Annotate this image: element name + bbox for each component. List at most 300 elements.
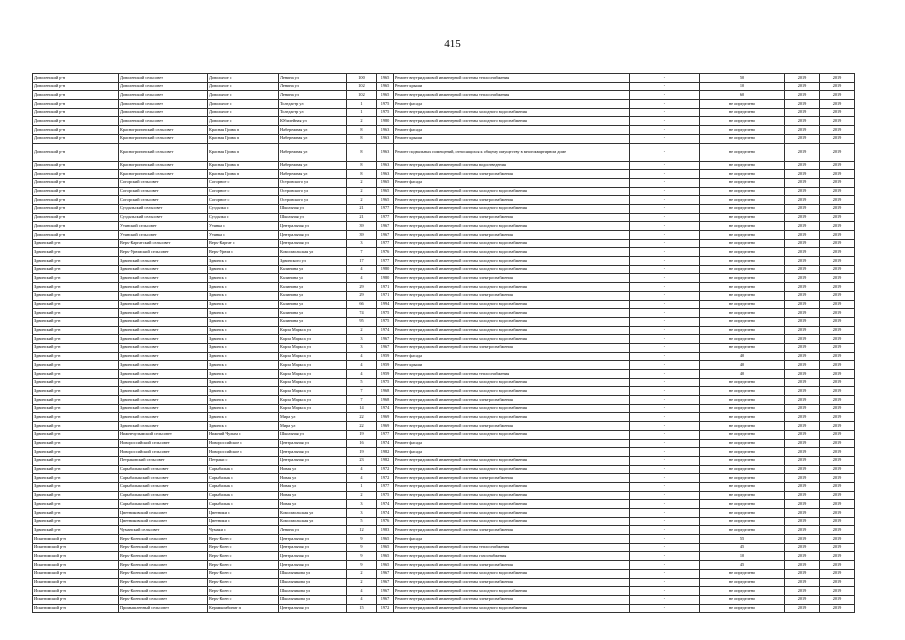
house-number-cell: 4 bbox=[347, 465, 377, 474]
street-cell: Школьникова ул bbox=[279, 569, 347, 578]
start-year-cell: 2019 bbox=[785, 500, 820, 509]
table-row bbox=[33, 91, 855, 100]
table-row bbox=[33, 456, 855, 465]
cost-cell: не определено bbox=[700, 509, 785, 518]
table-row bbox=[33, 378, 855, 387]
build-year-cell: 1977 bbox=[377, 257, 394, 266]
start-year-cell: 2019 bbox=[785, 143, 820, 161]
start-year-cell: 2019 bbox=[785, 552, 820, 561]
table-row bbox=[33, 178, 855, 187]
street-cell: Новая ул bbox=[279, 474, 347, 483]
settlement-council-cell: Доволенский сельсовет bbox=[119, 74, 208, 83]
start-year-cell: 2019 bbox=[785, 509, 820, 518]
work-type-cell: Ремонт фасада bbox=[394, 439, 630, 448]
start-year-cell: 2019 bbox=[785, 134, 820, 143]
locality-cell: Сарыбалык с bbox=[208, 500, 279, 509]
build-year-cell: 1977 bbox=[377, 239, 394, 248]
cost-cell: не определено bbox=[700, 595, 785, 604]
settlement-council-cell: Промышленный сельсовет bbox=[119, 604, 208, 613]
start-year-cell: 2019 bbox=[785, 161, 820, 170]
street-cell: Центральная ул bbox=[279, 604, 347, 613]
locality-cell: Довольное с bbox=[208, 82, 279, 91]
settlement-council-cell: Доволенский сельсовет bbox=[119, 100, 208, 109]
cost-cell: 60 bbox=[700, 91, 785, 100]
house-number-cell: 8 bbox=[347, 161, 377, 170]
street-cell: Карла Маркса ул bbox=[279, 326, 347, 335]
locality-cell: Здвинск с bbox=[208, 317, 279, 326]
cost-cell: 45 bbox=[700, 543, 785, 552]
dash-cell: - bbox=[630, 343, 700, 352]
locality-cell: Здвинск с bbox=[208, 283, 279, 292]
settlement-council-cell: Сарыбалыкский сельсовет bbox=[119, 500, 208, 509]
street-cell: Набережная ул bbox=[279, 161, 347, 170]
work-type-cell: Ремонт внутридомовой инженерной системы электроснабжения bbox=[394, 343, 630, 352]
cost-cell: не определено bbox=[700, 378, 785, 387]
cost-cell: не определено bbox=[700, 222, 785, 231]
start-year-cell: 2019 bbox=[785, 248, 820, 257]
house-number-cell: 8 bbox=[347, 134, 377, 143]
district-cell: Здвинский р-н bbox=[33, 500, 119, 509]
settlement-council-cell: Красногригинский сельсовет bbox=[119, 134, 208, 143]
build-year-cell: 1975 bbox=[377, 100, 394, 109]
work-type-cell: Ремонт внутридомовой инженерной системы теплоснабжения bbox=[394, 91, 630, 100]
locality-cell: Согорное с bbox=[208, 187, 279, 196]
house-number-cell: 95 bbox=[347, 317, 377, 326]
locality-cell: Красная Грива п bbox=[208, 126, 279, 135]
locality-cell: Здвинск с bbox=[208, 352, 279, 361]
street-cell: Толедагтр ул bbox=[279, 108, 347, 117]
end-year-cell: 2019 bbox=[820, 204, 855, 213]
settlement-council-cell: Красногригинский сельсовет bbox=[119, 126, 208, 135]
dash-cell: - bbox=[630, 361, 700, 370]
district-cell: Здвинский р-н bbox=[33, 378, 119, 387]
end-year-cell: 2019 bbox=[820, 257, 855, 266]
table-row bbox=[33, 587, 855, 596]
street-cell: Толедагтр ул bbox=[279, 100, 347, 109]
build-year-cell: 1965 bbox=[377, 187, 394, 196]
district-cell: Искитимский р-н bbox=[33, 578, 119, 587]
end-year-cell: 2019 bbox=[820, 74, 855, 83]
end-year-cell: 2019 bbox=[820, 561, 855, 570]
house-number-cell: 1 bbox=[347, 482, 377, 491]
start-year-cell: 2019 bbox=[785, 543, 820, 552]
work-type-cell: Ремонт внутридомовой инженерной системы холодного водоснабжения bbox=[394, 265, 630, 274]
street-cell: Центральная ул bbox=[279, 231, 347, 240]
work-type-cell: Ремонт внутридомовой инженерной системы холодного водоснабжения bbox=[394, 465, 630, 474]
dash-cell: - bbox=[630, 543, 700, 552]
dash-cell: - bbox=[630, 456, 700, 465]
district-cell: Доволенский р-н bbox=[33, 74, 119, 83]
build-year-cell: 1965 bbox=[377, 91, 394, 100]
district-cell: Доволенский р-н bbox=[33, 222, 119, 231]
table-row bbox=[33, 430, 855, 439]
build-year-cell: 1963 bbox=[377, 143, 394, 161]
start-year-cell: 2019 bbox=[785, 396, 820, 405]
locality-cell: Чумаки с bbox=[208, 526, 279, 535]
dash-cell: - bbox=[630, 500, 700, 509]
work-type-cell: Ремонт подвальных помещений, относящихся к общему имуществу в многоквартирном доме bbox=[394, 143, 630, 161]
cost-cell: не определено bbox=[700, 604, 785, 613]
build-year-cell: 1965 bbox=[377, 552, 394, 561]
end-year-cell: 2019 bbox=[820, 569, 855, 578]
district-cell: Здвинский р-н bbox=[33, 326, 119, 335]
dash-cell: - bbox=[630, 439, 700, 448]
work-type-cell: Ремонт внутридомовой инженерной системы холодного водоснабжения bbox=[394, 500, 630, 509]
start-year-cell: 2019 bbox=[785, 126, 820, 135]
street-cell: Новая ул bbox=[279, 491, 347, 500]
start-year-cell: 2019 bbox=[785, 578, 820, 587]
table-row bbox=[33, 595, 855, 604]
work-type-cell: Ремонт крыши bbox=[394, 134, 630, 143]
build-year-cell: 1963 bbox=[377, 161, 394, 170]
dash-cell: - bbox=[630, 387, 700, 396]
locality-cell: Сарыбалык с bbox=[208, 474, 279, 483]
settlement-council-cell: Верх-Коенский сельсовет bbox=[119, 561, 208, 570]
settlement-council-cell: Новороссийский сельсовет bbox=[119, 448, 208, 457]
table-row bbox=[33, 413, 855, 422]
dash-cell: - bbox=[630, 74, 700, 83]
locality-cell: Здвинск с bbox=[208, 309, 279, 318]
district-cell: Доволенский р-н bbox=[33, 143, 119, 161]
start-year-cell: 2019 bbox=[785, 343, 820, 352]
street-cell: Центральная ул bbox=[279, 456, 347, 465]
build-year-cell: 1982 bbox=[377, 456, 394, 465]
cost-cell: 10 bbox=[700, 552, 785, 561]
district-cell: Здвинский р-н bbox=[33, 274, 119, 283]
locality-cell: Верх-Коен с bbox=[208, 552, 279, 561]
end-year-cell: 2019 bbox=[820, 404, 855, 413]
settlement-council-cell: Здвинский сельсовет bbox=[119, 309, 208, 318]
locality-cell: Верх-Коен с bbox=[208, 595, 279, 604]
build-year-cell: 1967 bbox=[377, 587, 394, 596]
district-cell: Искитимский р-н bbox=[33, 543, 119, 552]
locality-cell: Здвинск с bbox=[208, 378, 279, 387]
table-row bbox=[33, 265, 855, 274]
build-year-cell: 1994 bbox=[377, 300, 394, 309]
dash-cell: - bbox=[630, 196, 700, 205]
locality-cell: Согорное с bbox=[208, 178, 279, 187]
street-cell: Новая ул bbox=[279, 465, 347, 474]
work-type-cell: Ремонт внутридомовой инженерной системы холодного водоснабжения bbox=[394, 482, 630, 491]
street-cell: Центральная ул bbox=[279, 535, 347, 544]
district-cell: Здвинский р-н bbox=[33, 352, 119, 361]
work-type-cell: Ремонт крыши bbox=[394, 361, 630, 370]
street-cell: Калинина ул bbox=[279, 317, 347, 326]
house-number-cell: 5 bbox=[347, 378, 377, 387]
work-type-cell: Ремонт внутридомовой инженерной системы электроснабжения bbox=[394, 474, 630, 483]
settlement-council-cell: Верх-Урюмский сельсовет bbox=[119, 248, 208, 257]
build-year-cell: 1965 bbox=[377, 196, 394, 205]
end-year-cell: 2019 bbox=[820, 283, 855, 292]
street-cell: Островского ул bbox=[279, 196, 347, 205]
cost-cell: не определено bbox=[700, 291, 785, 300]
locality-cell: Здвинск с bbox=[208, 387, 279, 396]
work-type-cell: Ремонт внутридомовой инженерной системы холодного водоснабжения bbox=[394, 491, 630, 500]
street-cell: Островского ул bbox=[279, 178, 347, 187]
cost-cell: не определено bbox=[700, 300, 785, 309]
work-type-cell: Ремонт фасада bbox=[394, 352, 630, 361]
end-year-cell: 2019 bbox=[820, 595, 855, 604]
start-year-cell: 2019 bbox=[785, 291, 820, 300]
settlement-council-cell: Здвинский сельсовет bbox=[119, 404, 208, 413]
build-year-cell: 1975 bbox=[377, 108, 394, 117]
house-number-cell: 5 bbox=[347, 517, 377, 526]
start-year-cell: 2019 bbox=[785, 265, 820, 274]
dash-cell: - bbox=[630, 161, 700, 170]
settlement-council-cell: Доволенский сельсовет bbox=[119, 82, 208, 91]
work-type-cell: Ремонт фасада bbox=[394, 535, 630, 544]
start-year-cell: 2019 bbox=[785, 535, 820, 544]
dash-cell: - bbox=[630, 422, 700, 431]
start-year-cell: 2019 bbox=[785, 439, 820, 448]
district-cell: Здвинский р-н bbox=[33, 343, 119, 352]
district-cell: Доволенский р-н bbox=[33, 178, 119, 187]
build-year-cell: 1975 bbox=[377, 378, 394, 387]
cost-cell: не определено bbox=[700, 196, 785, 205]
dash-cell: - bbox=[630, 309, 700, 318]
start-year-cell: 2019 bbox=[785, 170, 820, 179]
end-year-cell: 2019 bbox=[820, 352, 855, 361]
cost-cell: не определено bbox=[700, 578, 785, 587]
district-cell: Искитимский р-н bbox=[33, 595, 119, 604]
dash-cell: - bbox=[630, 134, 700, 143]
end-year-cell: 2019 bbox=[820, 317, 855, 326]
build-year-cell: 1965 bbox=[377, 74, 394, 83]
locality-cell: Здвинск с bbox=[208, 404, 279, 413]
cost-cell: не определено bbox=[700, 500, 785, 509]
end-year-cell: 2019 bbox=[820, 196, 855, 205]
cost-cell: не определено bbox=[700, 309, 785, 318]
table-row bbox=[33, 300, 855, 309]
table-row bbox=[33, 491, 855, 500]
end-year-cell: 2019 bbox=[820, 134, 855, 143]
street-cell: Набережная ул bbox=[279, 170, 347, 179]
build-year-cell: 1980 bbox=[377, 117, 394, 126]
dash-cell: - bbox=[630, 257, 700, 266]
settlement-council-cell: Доволенский сельсовет bbox=[119, 108, 208, 117]
build-year-cell: 1967 bbox=[377, 343, 394, 352]
cost-cell: не определено bbox=[700, 100, 785, 109]
street-cell: Центральная ул bbox=[279, 239, 347, 248]
house-number-cell: 8 bbox=[347, 170, 377, 179]
district-cell: Доволенский р-н bbox=[33, 91, 119, 100]
street-cell: Комсомольская ул bbox=[279, 509, 347, 518]
district-cell: Доволенский р-н bbox=[33, 117, 119, 126]
district-cell: Доволенский р-н bbox=[33, 187, 119, 196]
street-cell: Школьная ул bbox=[279, 430, 347, 439]
cost-cell: не определено bbox=[700, 170, 785, 179]
table-row bbox=[33, 552, 855, 561]
locality-cell: Здвинск с bbox=[208, 361, 279, 370]
house-number-cell: 100 bbox=[347, 74, 377, 83]
house-number-cell: 16 bbox=[347, 439, 377, 448]
house-number-cell: 102 bbox=[347, 91, 377, 100]
house-number-cell: 1 bbox=[347, 100, 377, 109]
start-year-cell: 2019 bbox=[785, 274, 820, 283]
build-year-cell: 1965 bbox=[377, 178, 394, 187]
district-cell: Доволенский р-н bbox=[33, 161, 119, 170]
start-year-cell: 2019 bbox=[785, 100, 820, 109]
build-year-cell: 1969 bbox=[377, 413, 394, 422]
table-row bbox=[33, 448, 855, 457]
settlement-council-cell: Здвинский сельсовет bbox=[119, 422, 208, 431]
start-year-cell: 2019 bbox=[785, 178, 820, 187]
dash-cell: - bbox=[630, 126, 700, 135]
work-type-cell: Ремонт внутридомовой инженерной системы холодного водоснабжения bbox=[394, 509, 630, 518]
dash-cell: - bbox=[630, 170, 700, 179]
table-row bbox=[33, 117, 855, 126]
street-cell: Новая ул bbox=[279, 500, 347, 509]
build-year-cell: 1965 bbox=[377, 535, 394, 544]
district-cell: Здвинский р-н bbox=[33, 248, 119, 257]
start-year-cell: 2019 bbox=[785, 317, 820, 326]
street-cell: Центральная ул bbox=[279, 543, 347, 552]
end-year-cell: 2019 bbox=[820, 274, 855, 283]
district-cell: Доволенский р-н bbox=[33, 204, 119, 213]
cost-cell: 10 bbox=[700, 82, 785, 91]
end-year-cell: 2019 bbox=[820, 326, 855, 335]
end-year-cell: 2019 bbox=[820, 187, 855, 196]
dash-cell: - bbox=[630, 274, 700, 283]
street-cell: Карла Маркса ул bbox=[279, 335, 347, 344]
settlement-council-cell: Утянский сельсовет bbox=[119, 231, 208, 240]
dash-cell: - bbox=[630, 491, 700, 500]
dash-cell: - bbox=[630, 404, 700, 413]
locality-cell: Здвинск с bbox=[208, 326, 279, 335]
dash-cell: - bbox=[630, 526, 700, 535]
cost-cell: не определено bbox=[700, 274, 785, 283]
locality-cell: Утянка с bbox=[208, 231, 279, 240]
work-type-cell: Ремонт внутридомовой инженерной системы электроснабжения bbox=[394, 595, 630, 604]
cost-cell: не определено bbox=[700, 231, 785, 240]
cost-cell: не определено bbox=[700, 108, 785, 117]
house-number-cell: 15 bbox=[347, 604, 377, 613]
locality-cell: Здвинск с bbox=[208, 257, 279, 266]
settlement-council-cell: Новороссийский сельсовет bbox=[119, 439, 208, 448]
start-year-cell: 2019 bbox=[785, 257, 820, 266]
table-row bbox=[33, 231, 855, 240]
street-cell: Школьникова ул bbox=[279, 595, 347, 604]
district-cell: Здвинский р-н bbox=[33, 396, 119, 405]
table-row bbox=[33, 343, 855, 352]
build-year-cell: 1965 bbox=[377, 82, 394, 91]
work-type-cell: Ремонт внутридомовой инженерной системы холодного водоснабжения bbox=[394, 378, 630, 387]
dash-cell: - bbox=[630, 265, 700, 274]
house-number-cell: 102 bbox=[347, 82, 377, 91]
locality-cell: Здвинск с bbox=[208, 396, 279, 405]
build-year-cell: 1967 bbox=[377, 569, 394, 578]
dash-cell: - bbox=[630, 326, 700, 335]
build-year-cell: 1968 bbox=[377, 396, 394, 405]
end-year-cell: 2019 bbox=[820, 535, 855, 544]
end-year-cell: 2019 bbox=[820, 509, 855, 518]
cost-cell: 55 bbox=[700, 535, 785, 544]
house-number-cell: 2 bbox=[347, 178, 377, 187]
street-cell: Набережная ул bbox=[279, 134, 347, 143]
build-year-cell: 1963 bbox=[377, 126, 394, 135]
table-row bbox=[33, 578, 855, 587]
street-cell: Карла Маркса ул bbox=[279, 343, 347, 352]
street-cell: Ленина ул bbox=[279, 91, 347, 100]
cost-cell: не определено bbox=[700, 204, 785, 213]
table-row bbox=[33, 74, 855, 83]
table-row bbox=[33, 239, 855, 248]
dash-cell: - bbox=[630, 300, 700, 309]
end-year-cell: 2019 bbox=[820, 161, 855, 170]
settlement-council-cell: Суздальский сельсовет bbox=[119, 204, 208, 213]
table-row bbox=[33, 134, 855, 143]
table-row bbox=[33, 317, 855, 326]
locality-cell: Здвинск с bbox=[208, 370, 279, 379]
table-row bbox=[33, 543, 855, 552]
end-year-cell: 2019 bbox=[820, 300, 855, 309]
street-cell: Калинина ул bbox=[279, 274, 347, 283]
end-year-cell: 2019 bbox=[820, 430, 855, 439]
locality-cell: Суздалка с bbox=[208, 213, 279, 222]
work-type-cell: Ремонт крыши bbox=[394, 82, 630, 91]
street-cell: Юбилейная ул bbox=[279, 117, 347, 126]
end-year-cell: 2019 bbox=[820, 474, 855, 483]
dash-cell: - bbox=[630, 569, 700, 578]
locality-cell: Красная Грива п bbox=[208, 143, 279, 161]
build-year-cell: 1971 bbox=[377, 283, 394, 292]
locality-cell: Верх-Коен с bbox=[208, 569, 279, 578]
end-year-cell: 2019 bbox=[820, 117, 855, 126]
work-type-cell: Ремонт внутридомовой инженерной системы электроснабжения bbox=[394, 291, 630, 300]
table-row bbox=[33, 274, 855, 283]
locality-cell: Нижний Чулым с bbox=[208, 430, 279, 439]
district-cell: Здвинский р-н bbox=[33, 257, 119, 266]
work-type-cell: Ремонт фасада bbox=[394, 100, 630, 109]
table-row bbox=[33, 387, 855, 396]
work-type-cell: Ремонт фасада bbox=[394, 448, 630, 457]
cost-cell: не определено bbox=[700, 422, 785, 431]
end-year-cell: 2019 bbox=[820, 82, 855, 91]
settlement-council-cell: Верх-Каргатский сельсовет bbox=[119, 239, 208, 248]
settlement-council-cell: Согорский сельсовет bbox=[119, 196, 208, 205]
cost-cell: 40 bbox=[700, 361, 785, 370]
start-year-cell: 2019 bbox=[785, 526, 820, 535]
table-row bbox=[33, 335, 855, 344]
work-type-cell: Ремонт внутридомовой инженерной системы холодного водоснабжения bbox=[394, 404, 630, 413]
cost-cell: не определено bbox=[700, 283, 785, 292]
table-row bbox=[33, 187, 855, 196]
table-row bbox=[33, 248, 855, 257]
street-cell: Карла Маркса ул bbox=[279, 352, 347, 361]
district-cell: Здвинский р-н bbox=[33, 283, 119, 292]
work-type-cell: Ремонт внутридомовой инженерной системы электроснабжения bbox=[394, 231, 630, 240]
work-type-cell: Ремонт фасада bbox=[394, 178, 630, 187]
start-year-cell: 2019 bbox=[785, 222, 820, 231]
cost-cell: не определено bbox=[700, 126, 785, 135]
settlement-council-cell: Верх-Коенский сельсовет bbox=[119, 569, 208, 578]
locality-cell: Сарыбалык с bbox=[208, 482, 279, 491]
district-cell: Здвинский р-н bbox=[33, 474, 119, 483]
settlement-council-cell: Здвинский сельсовет bbox=[119, 352, 208, 361]
cost-cell: не определено bbox=[700, 178, 785, 187]
work-type-cell: Ремонт внутридомовой инженерной системы холодного водоснабжения bbox=[394, 257, 630, 266]
dash-cell: - bbox=[630, 517, 700, 526]
locality-cell: Здвинск с bbox=[208, 343, 279, 352]
start-year-cell: 2019 bbox=[785, 187, 820, 196]
work-type-cell: Ремонт внутридомовой инженерной системы электроснабжения bbox=[394, 274, 630, 283]
cost-cell: не определено bbox=[700, 213, 785, 222]
table-row bbox=[33, 569, 855, 578]
dash-cell: - bbox=[630, 283, 700, 292]
settlement-council-cell: Здвинский сельсовет bbox=[119, 361, 208, 370]
house-number-cell: 9 bbox=[347, 535, 377, 544]
district-cell: Здвинский р-н bbox=[33, 239, 119, 248]
